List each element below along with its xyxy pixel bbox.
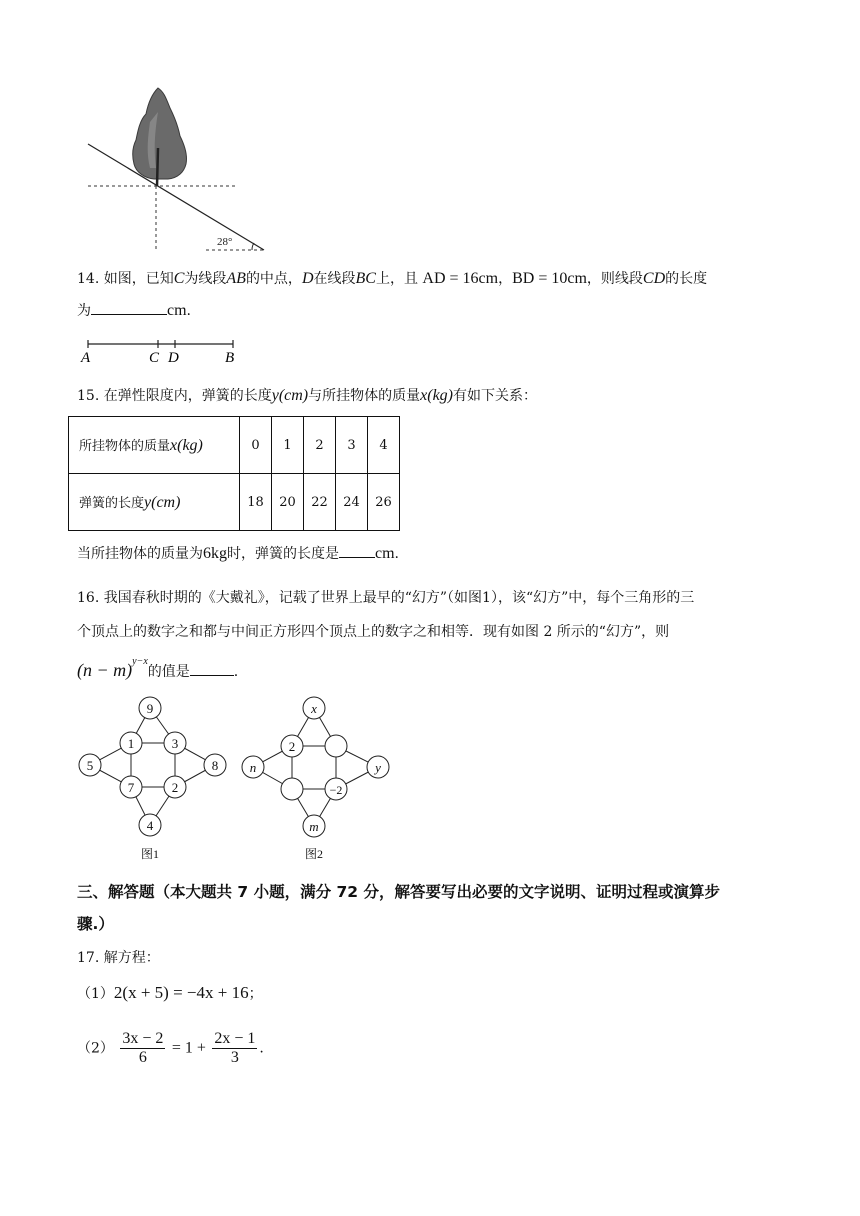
node-value: m [309, 819, 319, 834]
q14-text: ， [498, 271, 513, 287]
mass-value: 6kg [203, 545, 227, 562]
q14-text: 的中点， [245, 271, 302, 287]
table-cell: 2 [304, 417, 336, 474]
q16-text: 个顶点上的数字之和都与中间正方形四个顶点上的数字之和相等．现有如图 2 所示的“幻方”，则 [77, 624, 670, 640]
q17-text: . [259, 1040, 264, 1057]
node-value: 2 [171, 780, 179, 795]
answer-blank[interactable] [190, 661, 234, 676]
expression-exponent: y−x [132, 656, 148, 668]
part-label: （1） [77, 986, 114, 1002]
q17-number: 17. [77, 950, 100, 966]
var-c: C [173, 270, 185, 287]
var-y-cm: y(cm) [271, 387, 309, 404]
q14-text: 上，且 [375, 271, 418, 287]
section-3-heading: 三、解答题（本大题共 7 小题，满分 72 分，解答要写出必要的文字说明、证明过程或演算步 [77, 883, 720, 901]
table-row [69, 474, 400, 531]
node-value: 7 [127, 780, 135, 795]
q15-text: 与所挂物体的质量 [308, 388, 421, 404]
expression-base: (n − m) [77, 660, 133, 680]
equation-1: 2(x + 5) = −4x + 16 [113, 983, 249, 1002]
node-value: 1 [127, 736, 135, 751]
node-value: 9 [146, 701, 154, 716]
equation-bd: BD = 10cm [512, 270, 587, 287]
node-value: x [311, 701, 317, 716]
node-value: 5 [86, 758, 94, 773]
label-c: C [149, 350, 160, 366]
tree-crown [133, 88, 187, 179]
q14-number: 14. [77, 271, 100, 287]
angle-arc [252, 243, 254, 250]
segment-figure [78, 334, 248, 366]
tree-slope-figure [80, 82, 270, 254]
var-cd: CD [642, 270, 666, 287]
table-row-label: 所挂物体的质量x(kg) [69, 417, 240, 474]
figure-2-nodes [242, 697, 389, 837]
q15-line2 [77, 543, 399, 563]
var-x-kg: x(kg) [420, 387, 453, 404]
figure-2 [253, 708, 378, 826]
unit-cm: cm [167, 302, 187, 319]
node-value: −2 [329, 783, 343, 797]
figure-1-nodes [79, 697, 226, 836]
unit-cm: cm [375, 545, 395, 562]
q16-text: 我国春秋时期的《大戴礼》，记载了世界上最早的“幻方”（如图1），该“幻方”中，每个三角形的三 [103, 590, 695, 606]
q15-text: 有如下关系： [453, 388, 537, 404]
q17-title [77, 947, 160, 967]
equation-middle: = 1 + [171, 1039, 206, 1057]
numerator: 2x − 1 [214, 1030, 256, 1047]
table-cell: 24 [336, 474, 368, 531]
q14-text: 在线段 [313, 271, 356, 287]
node-value: 8 [211, 758, 219, 773]
q14-text: 的长度 [665, 271, 708, 287]
q14-text: 为线段 [184, 271, 227, 287]
table-cell: 18 [240, 474, 272, 531]
equation-ad: AD = 16cm [422, 270, 499, 287]
denominator: 6 [138, 1049, 147, 1066]
table-cell: 4 [368, 417, 400, 474]
q17-part1 [77, 983, 263, 1003]
q14-text: ，则线段 [586, 271, 643, 287]
table-cell: 1 [272, 417, 304, 474]
q14-text: 如图，已知 [103, 271, 174, 287]
figure-1 [90, 708, 215, 825]
table-cell: 0 [240, 417, 272, 474]
q16-line2 [77, 621, 669, 641]
figure-1-caption: 图1 [140, 847, 160, 861]
fraction-2 [212, 1030, 257, 1067]
q14-text: 为 [77, 303, 91, 319]
q14-text: . [186, 303, 191, 319]
node-value: 2 [288, 739, 296, 754]
q16-line3 [77, 656, 239, 681]
table-cell: 3 [336, 417, 368, 474]
q16-number: 16. [77, 590, 100, 606]
q16-text: . [233, 664, 239, 680]
label-a: A [81, 350, 91, 366]
table-cell: 22 [304, 474, 336, 531]
label-d: D [168, 350, 179, 366]
angle-label: 28° [217, 236, 233, 248]
table-cell: 26 [368, 474, 400, 531]
fraction-1 [120, 1030, 165, 1067]
spring-table [68, 416, 400, 531]
node-value: y [375, 760, 381, 775]
q17-text: ； [248, 986, 263, 1002]
magic-square-figures [70, 690, 400, 865]
q15-line1 [77, 385, 537, 405]
var-bc: BC [355, 270, 376, 287]
table-row-label: 弹簧的长度y(cm) [69, 474, 240, 531]
part-label: （2） [77, 1040, 114, 1057]
q15-number: 15. [77, 388, 100, 404]
var-ab: AB [226, 270, 246, 287]
q15-text: 在弹性限度内，弹簧的长度 [103, 388, 272, 404]
table-row [69, 417, 400, 474]
figure-2-caption: 图2 [304, 847, 324, 861]
q15-text: 时，弹簧的长度是 [227, 546, 339, 562]
var-d: D [301, 270, 314, 287]
node-value: 4 [146, 818, 154, 833]
section-3-heading-cont: 骤.） [77, 915, 114, 933]
q15-text: 当所挂物体的质量为 [77, 546, 203, 562]
node-value: n [249, 760, 257, 775]
table-cell: 20 [272, 474, 304, 531]
figure-1-labels [87, 701, 219, 861]
answer-blank[interactable] [91, 300, 167, 315]
label-b: B [225, 350, 235, 366]
q16-line1 [77, 587, 694, 607]
numerator: 3x − 2 [122, 1030, 164, 1047]
tree-trunk [157, 148, 158, 186]
q14-line2 [77, 300, 191, 320]
node-value: 3 [171, 736, 179, 751]
q14-line1 [77, 268, 707, 288]
q16-text: 的值是 [147, 664, 190, 680]
denominator: 3 [230, 1049, 239, 1066]
q17-text: 解方程： [103, 950, 160, 966]
q17-part2 [77, 1030, 264, 1067]
answer-blank[interactable] [339, 543, 375, 558]
q15-text: . [394, 546, 399, 562]
